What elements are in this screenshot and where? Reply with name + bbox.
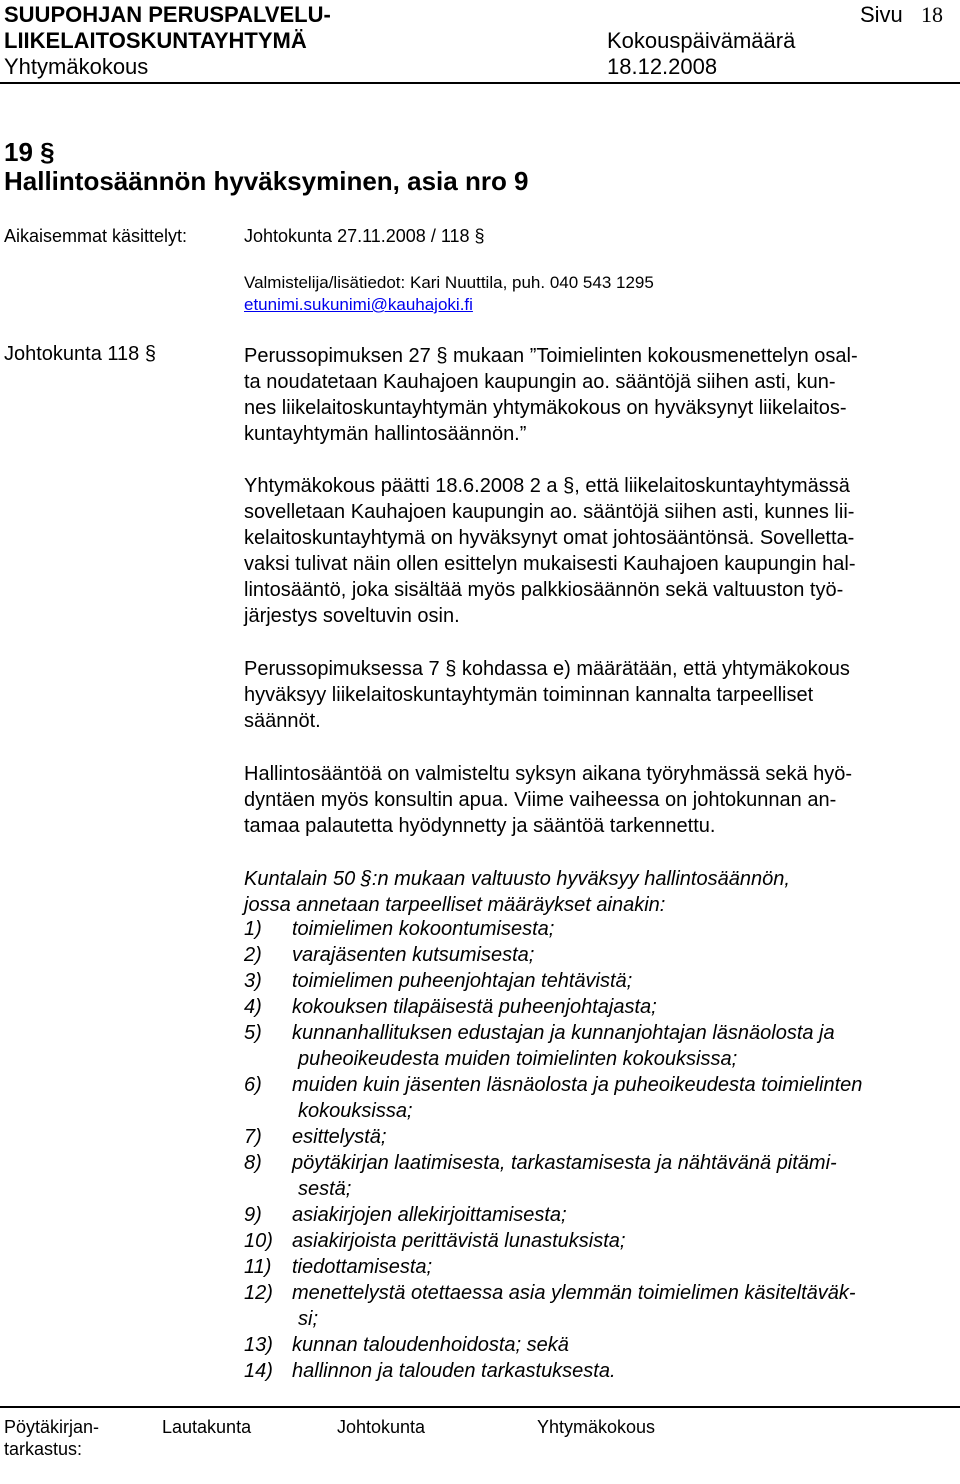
text-line: hyväksyy liikelaitoskuntayhtymän toiminnan kannalta tarpeelliset [244, 684, 814, 706]
header-divider [0, 82, 960, 84]
list-number: 1) [244, 918, 262, 940]
list-text: esittelystä; [292, 1126, 387, 1148]
list-text: kunnan taloudenhoidosta; sekä [292, 1334, 569, 1356]
list-text: menettelystä otettaessa asia ylemmän toimielimen käsiteltäväk- [292, 1282, 856, 1304]
text-line: tamaa palautetta hyödynnetty ja sääntöä tarkennettu. [244, 815, 716, 837]
list-text: muiden kuin jäsenten läsnäolosta ja puheoikeudesta toimielinten [292, 1074, 863, 1096]
footer-label-line: Pöytäkirjan- [4, 1417, 100, 1437]
list-number: 2) [244, 944, 262, 966]
footer-meeting-column: Yhtymäkokous [537, 1417, 656, 1437]
text-line: dyntäen myös konsultin apua. Viime vaiheessa on johtokunnan an- [244, 789, 837, 811]
text-line: kuntayhtymän hallintosäännön.” [244, 423, 527, 445]
page-label: Sivu [860, 2, 903, 27]
org-name-line2: LIIKELAITOSKUNTAYHTYMÄ [4, 28, 307, 53]
list-number: 8) [244, 1152, 262, 1174]
meeting-date: 18.12.2008 [607, 54, 718, 79]
list-text: kokouksissa; [298, 1100, 413, 1122]
list-number: 12) [244, 1282, 273, 1304]
text-line: vaksi tulivat näin ollen esittelyn mukaisesti Kauhajoen kaupungin hal- [244, 553, 856, 575]
footer-label-line: tarkastus: [4, 1439, 83, 1459]
list-text: hallinnon ja talouden tarkastuksesta. [292, 1360, 616, 1382]
list-text: puheoikeudesta muiden toimielinten kokouksissa; [298, 1048, 738, 1070]
list-text: si; [298, 1308, 318, 1330]
meeting-body: Yhtymäkokous [4, 54, 149, 79]
board-reference: Johtokunta 118 § [4, 343, 156, 365]
list-number: 7) [244, 1126, 262, 1148]
email-link[interactable]: etunimi.sukunimi@kauhajoki.fi [244, 295, 473, 314]
text-line: ta noudatetaan Kauhajoen kaupungin ao. sääntöjä siihen asti, kun- [244, 371, 836, 393]
list-text: varajäsenten kutsumisesta; [292, 944, 535, 966]
text-line: jossa annetaan tarpeelliset määräykset ainakin: [244, 894, 666, 916]
list-text: sestä; [298, 1178, 352, 1200]
paragraph-meeting-decision [244, 473, 944, 629]
previous-handling-label: Aikaisemmat käsittelyt: [4, 226, 188, 246]
list-number: 13) [244, 1334, 273, 1356]
text-line: sovelletaan Kauhajoen kaupungin ao. sääntöjä siihen asti, kunnes lii- [244, 501, 855, 523]
minutes-check-label [4, 1416, 99, 1460]
list-text: asiakirjojen allekirjoittamisesta; [292, 1204, 567, 1226]
list-number: 11) [244, 1256, 272, 1278]
meeting-date-label: Kokouspäivämäärä [607, 28, 796, 53]
paragraph-agreement-clause [244, 656, 944, 734]
footer-divider [0, 1406, 960, 1408]
list-number: 10) [244, 1230, 273, 1252]
text-line: säännöt. [244, 710, 321, 732]
preparer-info: Valmistelija/lisätiedot: Kari Nuuttila, puh. 040 543 1295 [244, 273, 654, 292]
list-text: asiakirjoista perittävistä lunastuksista; [292, 1230, 626, 1252]
footer-board-column: Lautakunta [162, 1417, 252, 1437]
text-line: kelaitoskuntayhtymä on hyväksynyt omat johtosääntönsä. Sovelletta- [244, 527, 855, 549]
list-number: 9) [244, 1204, 262, 1226]
section-title: Hallintosäännön hyväksyminen, asia nro 9 [4, 166, 529, 196]
text-line: järjestys soveltuvin osin. [244, 605, 460, 627]
footer-executive-column: Johtokunta [337, 1417, 426, 1437]
list-text: tiedottamisesta; [292, 1256, 433, 1278]
text-line: lintosääntö, joka sisältää myös palkkiosäännön sekä valtuuston työ- [244, 579, 844, 601]
list-number: 3) [244, 970, 262, 992]
preparer-email[interactable] [244, 295, 473, 315]
list-number: 4) [244, 996, 262, 1018]
text-line: Perussopimuksen 27 § mukaan ”Toimielinten kokousmenettelyn osal- [244, 345, 858, 367]
section-number: 19 § [4, 137, 55, 167]
text-line: Perussopimuksessa 7 § kohdassa e) määrätään, että yhtymäkokous [244, 658, 850, 680]
paragraph-preparation [244, 761, 944, 839]
list-text: pöytäkirjan laatimisesta, tarkastamisesta ja nähtävänä pitämi- [292, 1152, 837, 1174]
list-text: kunnanhallituksen edustajan ja kunnanjohtajan läsnäolosta ja [292, 1022, 835, 1044]
list-text: toimielimen puheenjohtajan tehtävistä; [292, 970, 633, 992]
list-number: 6) [244, 1074, 262, 1096]
paragraph-law-intro [244, 866, 944, 918]
text-line: Kuntalain 50 §:n mukaan valtuusto hyväksyy hallintosäännön, [244, 868, 790, 890]
text-line: Yhtymäkokous päätti 18.6.2008 2 a §, että liikelaitoskuntayhtymässä [244, 475, 850, 497]
list-number: 5) [244, 1022, 262, 1044]
list-text: toimielimen kokoontumisesta; [292, 918, 555, 940]
page-number: 18 [921, 2, 943, 27]
previous-handling-value: Johtokunta 27.11.2008 / 118 § [244, 226, 485, 246]
list-number: 14) [244, 1360, 273, 1382]
text-line: Hallintosääntöä on valmisteltu syksyn aikana työryhmässä sekä hyö- [244, 763, 853, 785]
org-name-line1: SUUPOHJAN PERUSPALVELU- [4, 2, 331, 27]
text-line: nes liikelaitoskuntayhtymän yhtymäkokous on hyväksynyt liikelaitos- [244, 397, 847, 419]
list-text: kokouksen tilapäisestä puheenjohtajasta; [292, 996, 657, 1018]
paragraph-bylaws-quote [244, 343, 944, 447]
